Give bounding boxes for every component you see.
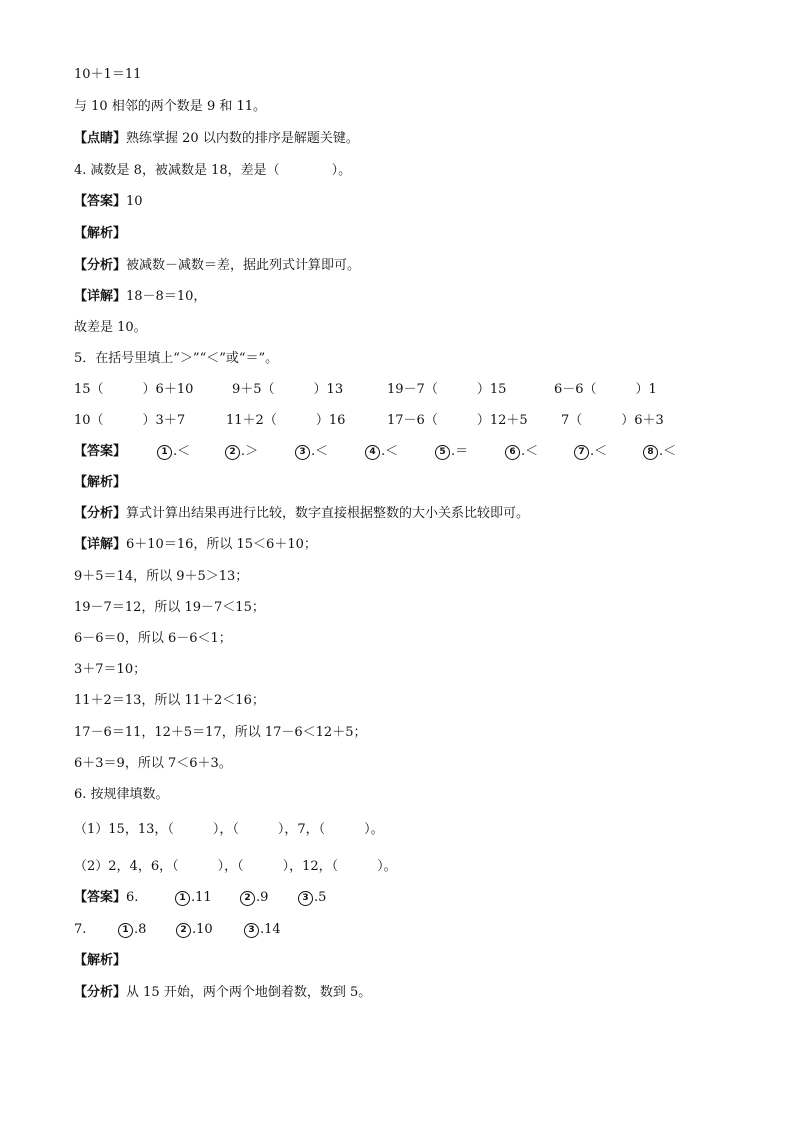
q5-item-2: 9＋5（ ）13 (232, 382, 344, 397)
circled-number-3: 3 (295, 445, 310, 460)
answer-tag: 【答案】 (74, 444, 127, 459)
q5-item-4: 6－6（ ）1 (554, 382, 657, 397)
circled-number-6: 6 (505, 445, 520, 460)
circled-number-7: 7 (574, 445, 589, 460)
line-10-plus-1: 10＋1＝11 (74, 67, 142, 82)
line-dianjing (74, 130, 359, 148)
q7-jiexi: 【解析】 (74, 953, 127, 968)
q4-answer-value: 10 (126, 194, 143, 209)
q7-answer-2: 2 .10 (176, 921, 213, 939)
q5-detail-5: 3＋7＝10； (74, 662, 147, 677)
q5-answer-3: 3 .＜ (295, 443, 328, 461)
q5-detail-text: 6＋10＝16，所以 15＜6＋10； (126, 537, 317, 552)
q6-answer-prefix: 6. (126, 890, 139, 905)
q4-fenxi (74, 257, 360, 275)
q5-item-8: 7（ ）6＋3 (561, 413, 664, 428)
q5-fenxi-text: 算式计算出结果再进行比较，数字直接根据整数的大小关系比较即可。 (126, 506, 530, 521)
circled-number-2: 2 (240, 891, 255, 906)
q5-answer-8: 8 .＜ (643, 443, 676, 461)
q5-detail (74, 536, 317, 554)
q5-item-3: 19－7（ ）15 (387, 382, 507, 397)
fenxi-tag: 【分析】 (74, 506, 127, 521)
question-4: 4. 减数是 8，被减数是 18，差是（ ）。 (74, 163, 352, 178)
q5-item-6: 11＋2（ ）16 (226, 413, 346, 428)
circled-number-1: 1 (157, 445, 172, 460)
answer-tag: 【答案】 (74, 890, 127, 905)
q7-answer-1: 1 .8 (118, 921, 146, 939)
question-6: 6. 按规律填数。 (74, 787, 169, 802)
q5-answer-7: 7 .＜ (574, 443, 607, 461)
circled-number-1: 1 (175, 891, 190, 906)
fenxi-tag: 【分析】 (74, 258, 127, 273)
circled-number-3: 3 (298, 891, 313, 906)
q4-conclusion: 故差是 10。 (74, 320, 147, 335)
circled-number-4: 4 (365, 445, 380, 460)
circled-number-2: 2 (225, 445, 240, 460)
circled-number-2: 2 (176, 923, 191, 938)
dianjing-text: 熟练掌握 20 以内数的排序是解题关键。 (126, 131, 359, 146)
q5-detail-3: 19－7＝12，所以 19－7＜15； (74, 600, 265, 615)
circled-number-8: 8 (643, 445, 658, 460)
question-5: 5．在括号里填上“＞”“＜”或“＝”。 (74, 351, 279, 366)
q5-detail-4: 6－6＝0，所以 6－6＜1； (74, 631, 232, 646)
q5-jiexi: 【解析】 (74, 475, 127, 490)
xiangjie-tag: 【详解】 (74, 289, 127, 304)
q4-jiexi: 【解析】 (74, 226, 127, 241)
q4-detail-text: 18－8＝10， (126, 289, 207, 304)
q5-answer-2: 2 .＞ (225, 443, 258, 461)
q6-answer-2: 2 .9 (240, 889, 268, 907)
circled-number-1: 1 (118, 923, 133, 938)
q5-answer-4: 4 .＜ (365, 443, 398, 461)
q6-answer (74, 889, 138, 907)
q5-item-1: 15（ ）6＋10 (74, 382, 194, 397)
q7-answer: 7. (74, 922, 87, 937)
q5-detail-2: 9＋5＝14，所以 9＋5＞13； (74, 569, 249, 584)
q5-answer (74, 443, 126, 461)
q5-answer-5: 5 .＝ (435, 443, 468, 461)
q5-answer-1: 1 .＜ (157, 443, 190, 461)
q5-answer-6: 6 .＜ (505, 443, 538, 461)
q4-detail (74, 288, 206, 306)
q5-detail-7: 17－6＝11，12＋5＝17，所以 17－6＜12＋5； (74, 725, 367, 740)
circled-number-5: 5 (435, 445, 450, 460)
q6-answer-3: 3 .5 (298, 889, 326, 907)
q6-part-1: （1）15，13，（ ），（ ），7，（ ）。 (74, 822, 384, 837)
line-neighbors: 与 10 相邻的两个数是 9 和 11。 (74, 99, 267, 114)
answer-tag: 【答案】 (74, 194, 127, 209)
fenxi-tag: 【分析】 (74, 985, 127, 1000)
q4-fenxi-text: 被减数－减数＝差，据此列式计算即可。 (126, 258, 361, 273)
q7-answer-3: 3 .14 (244, 921, 281, 939)
q5-detail-6: 11＋2＝13，所以 11＋2＜16； (74, 693, 265, 708)
q5-item-5: 10（ ）3＋7 (74, 413, 186, 428)
q5-item-7: 17－6（ ）12＋5 (387, 413, 528, 428)
dianjing-tag: 【点睛】 (74, 131, 127, 146)
q5-fenxi (74, 505, 529, 523)
q6-part-2: （2）2，4，6，（ ），（ ），12，（ ）。 (74, 859, 397, 874)
q6-answer-1: 1 .11 (175, 889, 212, 907)
q7-fenxi (74, 984, 371, 1002)
q5-detail-8: 6＋3＝9，所以 7＜6＋3。 (74, 756, 232, 771)
q7-fenxi-text: 从 15 开始，两个两个地倒着数，数到 5。 (126, 985, 372, 1000)
xiangjie-tag: 【详解】 (74, 537, 127, 552)
q4-answer (74, 193, 143, 211)
circled-number-3: 3 (244, 923, 259, 938)
